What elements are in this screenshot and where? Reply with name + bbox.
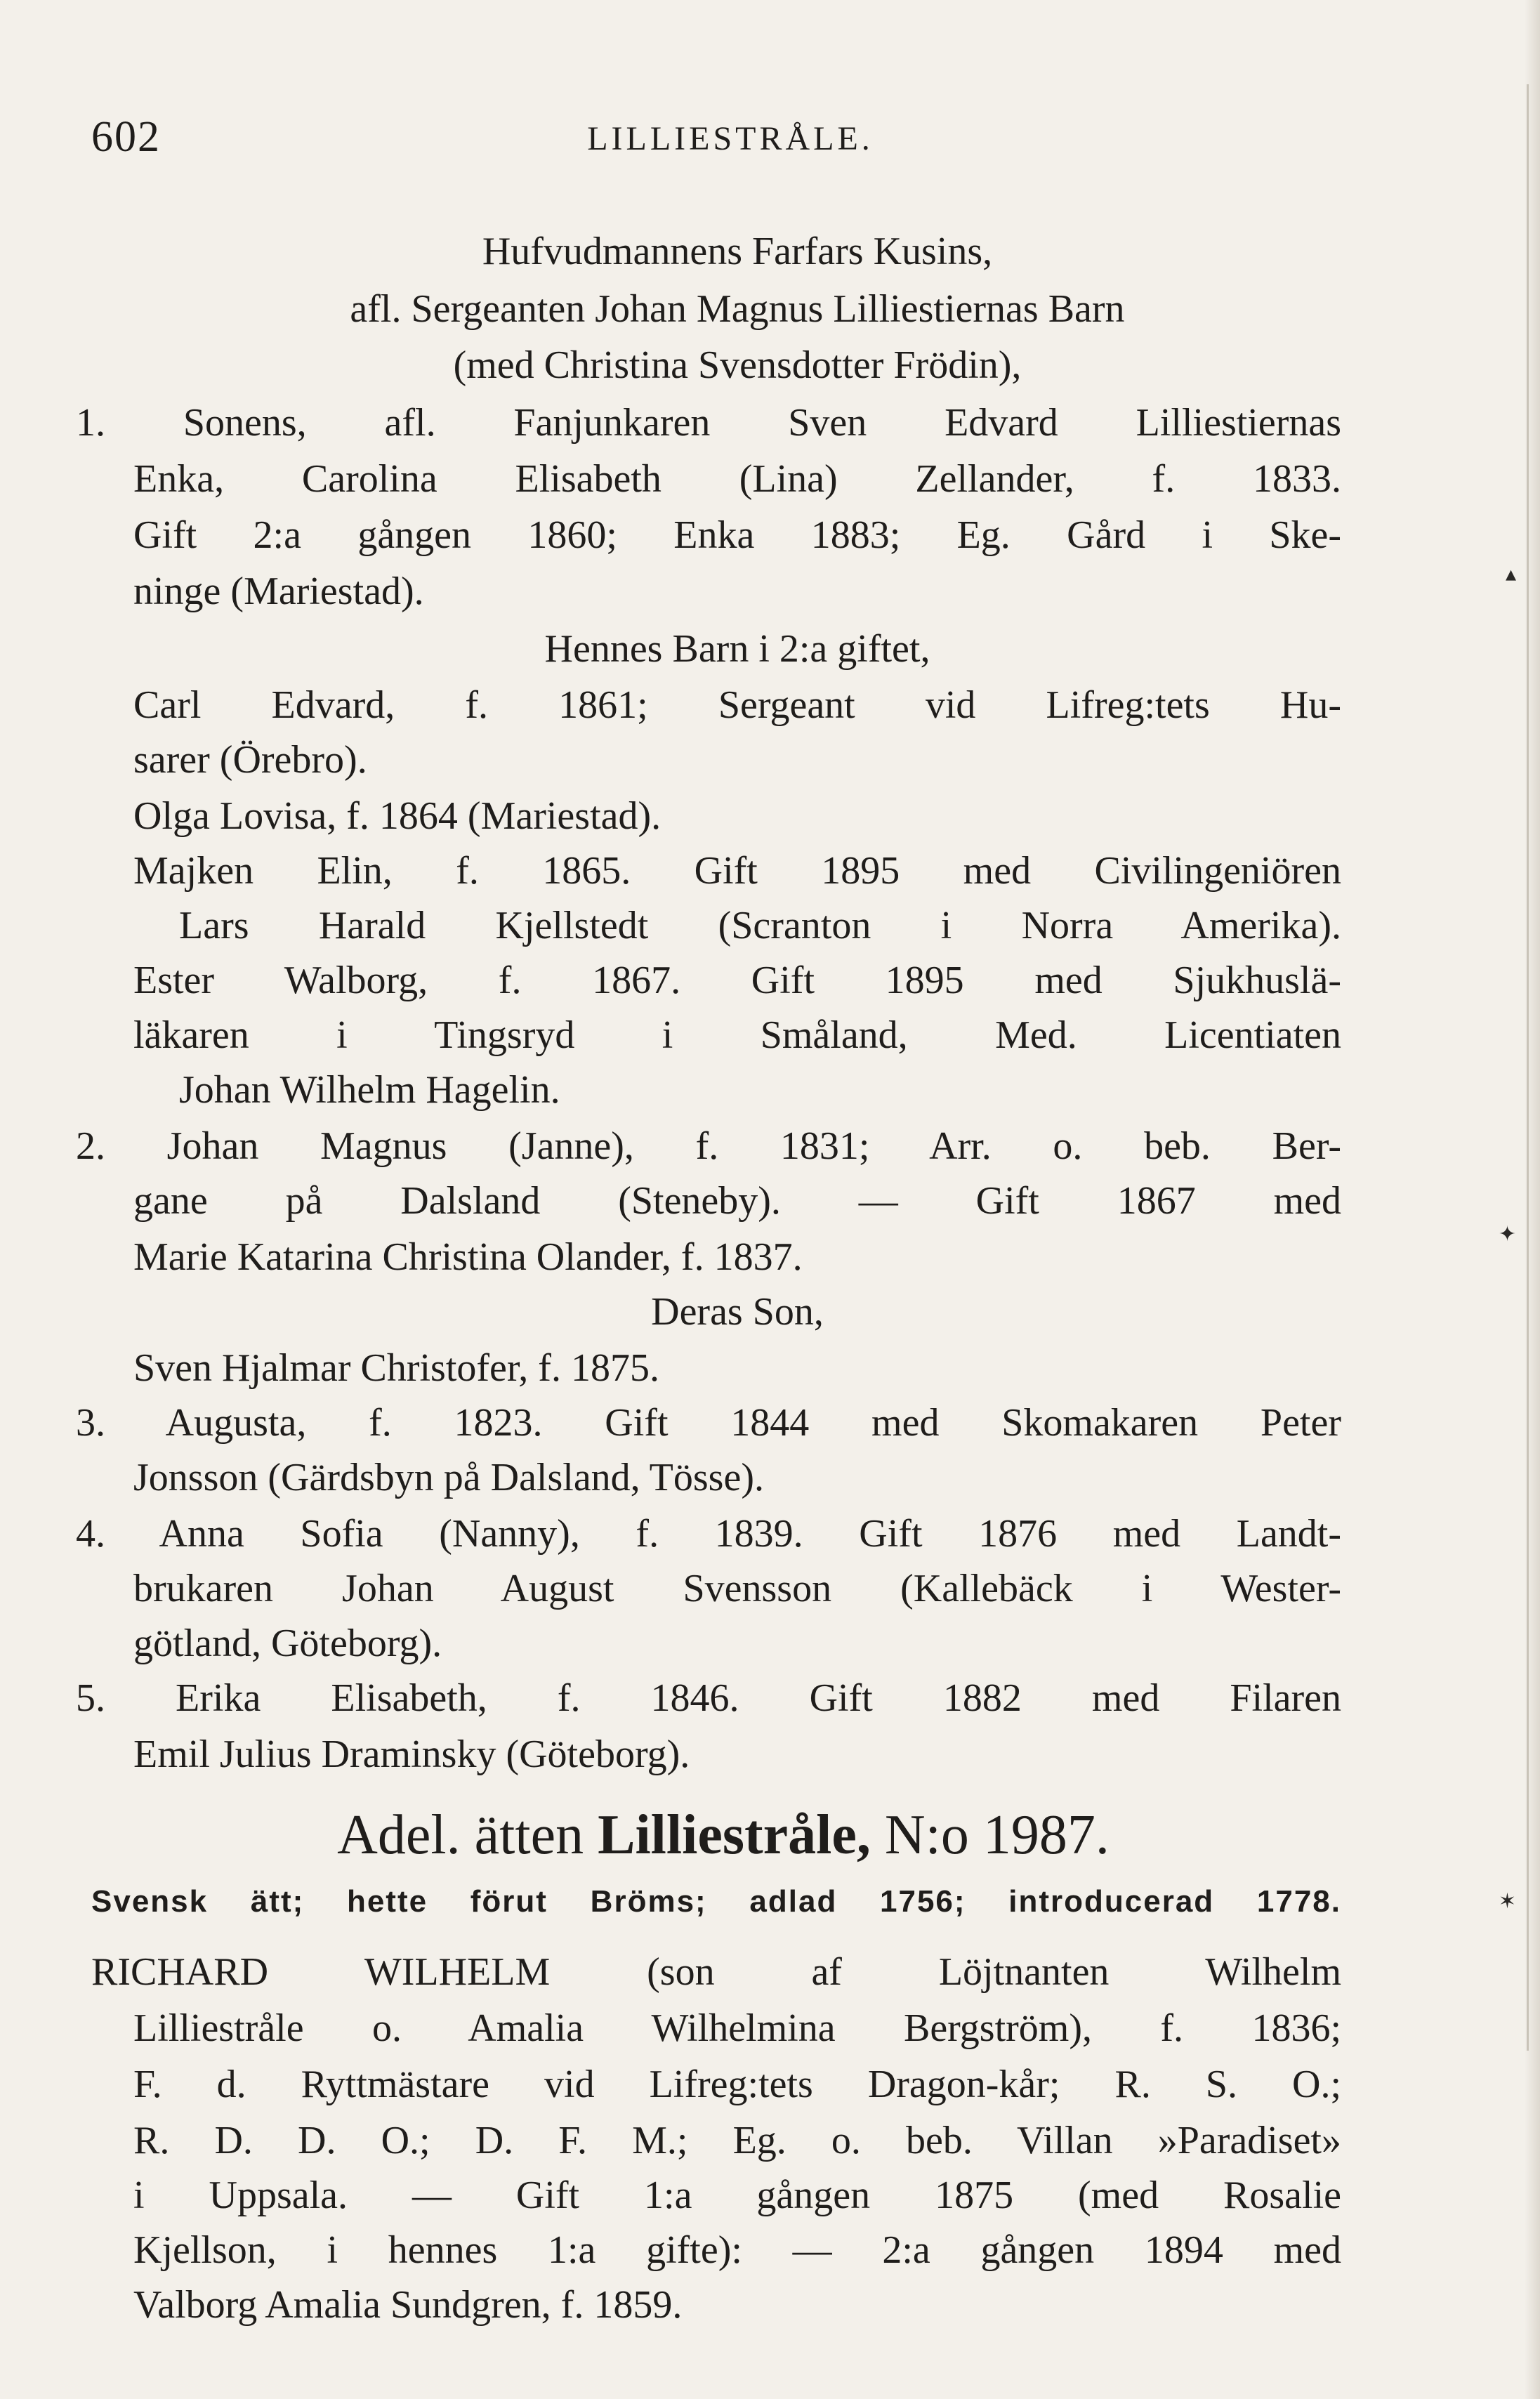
text-line: Hufvudmannens Farfars Kusins, (482, 230, 993, 273)
margin-mark: ✶ (1498, 1890, 1516, 1913)
text-line: Olga Lovisa, f. 1864 (Mariestad). (133, 794, 662, 838)
text-line: RICHARD WILHELM (son af Löjtnanten Wilhelm (91, 1950, 1341, 1994)
section-title-name: Lilliestråle, (598, 1804, 871, 1866)
text-line: Valborg Amalia Sundgren, f. 1859. (133, 2283, 683, 2327)
text-line: götland, Göteborg). (133, 1622, 442, 1665)
section-title (105, 1796, 1341, 1874)
text-line: sarer (Örebro). (133, 738, 367, 782)
text-line: Lars Harald Kjellstedt (Scranton i Norra Amerika). (179, 904, 1341, 947)
text-line: Gift 2:a gången 1860; Enka 1883; Eg. Gård i Ske- (133, 513, 1341, 557)
running-title: LILLIESTRÅLE. (587, 120, 874, 157)
text-line: Marie Katarina Christina Olander, f. 1837. (133, 1235, 803, 1279)
text-line: Deras Son, (651, 1290, 824, 1334)
section-title-number: N:o 1987. (870, 1804, 1110, 1866)
page-number: 602 (91, 113, 161, 161)
text-line: läkaren i Tingsryd i Småland, Med. Licentiaten (133, 1013, 1341, 1057)
text-line: i Uppsala. — Gift 1:a gången 1875 (med Rosalie (133, 2174, 1341, 2217)
margin-mark: ▴ (1505, 563, 1516, 586)
section-subtitle: Svensk ätt; hette förut Bröms; adlad 1756; introducerad 1778. (91, 1884, 1341, 1919)
text-line: 1. Sonens, afl. Fanjunkaren Sven Edvard Lilliestiernas (76, 401, 1341, 445)
text-line: Johan Wilhelm Hagelin. (179, 1068, 560, 1112)
text-line: 3. Augusta, f. 1823. Gift 1844 med Skomakaren Peter (76, 1401, 1341, 1445)
text-line: R. D. D. O.; D. F. M.; Eg. o. beb. Villan »Paradiset» (133, 2119, 1341, 2162)
text-line: Sven Hjalmar Christofer, f. 1875. (133, 1346, 659, 1390)
text-line: Carl Edvard, f. 1861; Sergeant vid Lifreg:tets Hu- (133, 683, 1341, 727)
text-line: Hennes Barn i 2:a giftet, (544, 627, 930, 671)
text-line: afl. Sergeanten Johan Magnus Lilliestiernas Barn (350, 287, 1125, 331)
text-line: F. d. Ryttmästare vid Lifreg:tets Dragon-kår; R. S. O.; (133, 2063, 1341, 2106)
text-line: 5. Erika Elisabeth, f. 1846. Gift 1882 med Filaren (76, 1676, 1341, 1720)
text-line: Kjellson, i hennes 1:a gifte): — 2:a gången 1894 med (133, 2228, 1341, 2272)
text-line: Majken Elin, f. 1865. Gift 1895 med Civilingeniören (133, 849, 1341, 893)
text-line: Emil Julius Draminsky (Göteborg). (133, 1733, 690, 1776)
page-fold-line (1527, 84, 1529, 2051)
text-line: Lilliestråle o. Amalia Wilhelmina Bergström), f. 1836; (133, 2006, 1341, 2050)
text-line: Ester Walborg, f. 1867. Gift 1895 med Sjukhuslä- (133, 959, 1341, 1002)
text-line: Jonsson (Gärdsbyn på Dalsland, Tösse). (133, 1456, 764, 1499)
text-line: (med Christina Svensdotter Frödin), (453, 343, 1022, 387)
page-header (91, 112, 1369, 169)
text-line: 2. Johan Magnus (Janne), f. 1831; Arr. o. beb. Ber- (76, 1124, 1341, 1168)
text-line: brukaren Johan August Svensson (Kallebäck i Wester- (133, 1567, 1341, 1610)
text-line: Enka, Carolina Elisabeth (Lina) Zellander, f. 1833. (133, 457, 1341, 501)
margin-mark: ✦ (1498, 1223, 1516, 1246)
text-line: gane på Dalsland (Steneby). — Gift 1867 med (133, 1179, 1341, 1223)
text-line: 4. Anna Sofia (Nanny), f. 1839. Gift 1876 med Landt- (76, 1512, 1341, 1556)
text-line: ninge (Mariestad). (133, 570, 424, 613)
section-title-prefix: Adel. ätten (337, 1804, 598, 1866)
